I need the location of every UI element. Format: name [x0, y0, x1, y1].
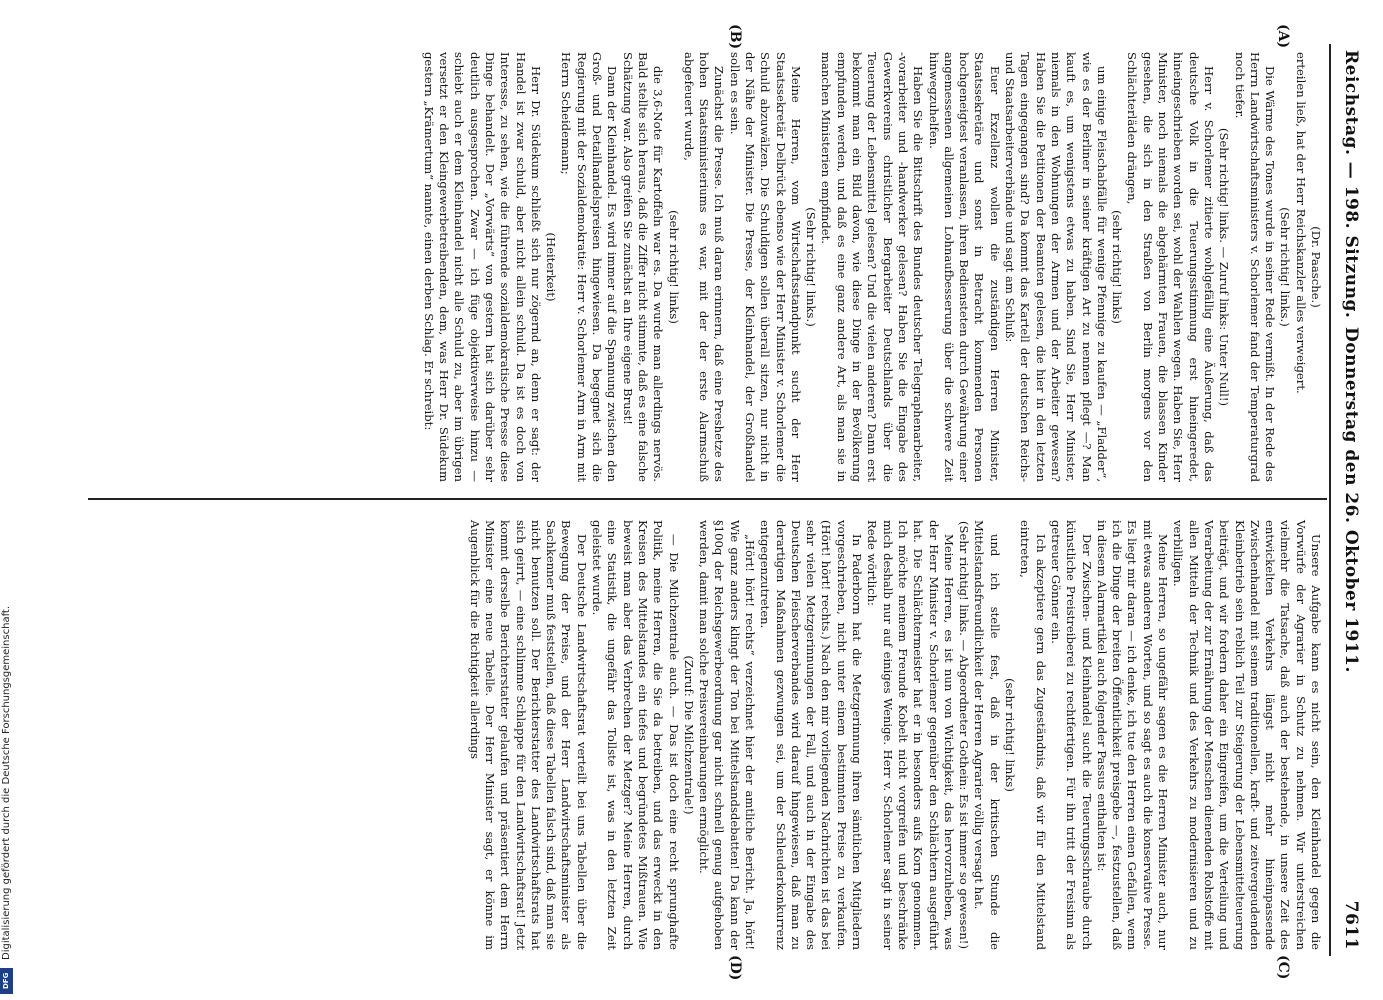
right-column-paragraph: Unsere Aufgabe kann es nicht sein, den Kleinhandel gegen die Vorwürfe der Agrarier in Schutz zu nehmen. Wir unterstreichen vielmehr die Tatsache, daß auch der bestehende, in unsere Zeit des entwickelten Verkehrs längst nicht mehr hineinpassende Zwischenhandel mit seinem traditionellen, kraft- und zeitvergeudenden Kleinbetrieb sein reblich Teil zur Steigerung der Lebensmittelteuerung beiträgt, und wir fordern daher ein Eingreifen, um die Verteilung und Verarbeitung der zur Ernährung der Menschen dienenden Rohstoffe mit allen Mitteln der Technik und des Verkehrs zu modernisieren und zu verbilligen. — [1171, 520, 1323, 950]
right-column-paragraph: und ich stelle fest, daß in der kritischen Stunde die Mittelstandsfreundlichkeit der Herren Agrarier völlig versagt hat. — [972, 520, 1002, 950]
left-column-paragraph: (Sehr richtig! links.) — [1278, 207, 1293, 327]
left-column-paragraph: Meine Herren, vom Wirtschaftsstandpunkt sucht der Herr Staatssekretär Delbrück ebenso wie der Herr Minister v. Schorlemer die Schuld abzuwälzen. Die Schuldigen sollen überall sitzen, nur nicht in der Nähe der Minister. Die Presse, der Kleinhandel, der Großhandel sollen es sein. — [727, 52, 803, 482]
right-column-paragraph: — Die Milchzentrale auch. — Das ist doch eine recht sprunghafte Politik, meine Herren, die Sie da betreiben, und das erweckt in den Kreisen des Mittelstandes ein tiefes und begründetes Mißtrauen. Wie beweist man aber das Verbrechen der Metzger? Meine Herren, durch eine Statistik, die ungefähr das Tollste ist, was in den letzten Zeit geleistet wurde. — [590, 520, 681, 950]
left-column-paragraph: Zunächst die Presse. Ich muß daran erinnern, daß eine Preshetze des hohen Staatsministeriums es war, mit der der erste Alarmschuß abgefeuert wurde, — [681, 52, 727, 482]
digitization-credit: Digitalisierung gefördert durch die Deutsche Forschungsgemeinschaft. — [1, 605, 12, 960]
right-column — [466, 520, 1323, 950]
right-column-paragraph: Ich akzeptiere gern das Zugeständnis, daß wir für den Mittelstand eintreten, — [1018, 520, 1048, 950]
right-column-paragraph: (sehr richtig! links) — [1003, 678, 1018, 792]
left-column-paragraph: erteilen ließ, hat der Herr Reichskanzler alles verweigert. — [1293, 52, 1308, 394]
left-column-paragraph: (Sehr richtig! links.) — [804, 207, 819, 327]
margin-marker-c: (C) — [1275, 955, 1291, 980]
right-column-paragraph: (Sehr richtig! links. — Abgeordneter Gothein: Es ist immer so gewesen!) — [957, 521, 972, 949]
page-number: 7611 — [1341, 900, 1361, 950]
left-column-paragraph: Die Wärme des Tones wurde in seiner Rede vermißt. In der Rede des Herrn Landwirtschaftsministers v. Schorlemer fand der Temperaturgrad noch tiefer. — [1232, 52, 1278, 482]
left-column-paragraph: Herr Dr. Südekum schließt sich nur zögernd an, denn er sagt: der Handel ist zwar schuld, aber nicht allein schuld. Da ist es doch von Interesse, zu sehen, wie die führende sozialdemokratische Presse diese Dinge behandelt. Der „Vorwärts“ von gestern hat sich darüber sehr deutlich ausgesprochen. Zwar — ich füge objektiverweise hinzu — schiebt auch er dem Kleinhandel nicht alle Schuld zu, aber im übrigen versetzt er den Kleingewerbetreibenden, dem, was Herr Dr. Südekum gestern „Krämertum“ nannte, einen derben Schlag. Er schreibt: — [421, 52, 543, 482]
left-column-paragraph: um einige Fleischabfälle für wenige Pfennige zu kaufen — „Fladder“, wie es der Berliner in seiner kräftigen Art zu nennen pflegt —? Man kauft es, um wenigstens etwas zu haben. Sind Sie, Herr Minister, niemals in den Wohnungen der Armen und der Arbeiter gewesen? Haben Sie die Petitionen der Beamten gelesen, die hier in den letzten Tagen eingegangen sind? Da kommt das Kartell der deutschen Reichs- und Staatsarbeiterverbände und sagt am Schluß: — [1003, 52, 1109, 482]
left-column-paragraph: (Heiterkeit) — [544, 232, 559, 302]
footer-strip — [0, 0, 14, 1000]
left-column-paragraph: Haben Sie die Bittschrift des Bundes deutscher Telegraphenarbeiter, ‑vorarbeiter und ‑handwerker gelesen? Haben Sie die Eingabe des Gewerkvereins christlicher Bergarbeiter Deutschlands über die Teuerung der Lebensmittel gelesen? Und die vielen anderen? Dann erst bekommt man ein Bild davon, wie diese Dinge in der Bevölkerung empfunden werden, und daß es eine ganz andere Art, als man sie in manchen Ministerien empfindet. — [819, 52, 926, 482]
column-divider — [88, 498, 1327, 500]
left-column-paragraph: (Sehr richtig! links. — Zuruf links: Unter Null!) — [1217, 127, 1232, 407]
right-column-paragraph: Meine Herren, so ungefähr sagen es die Herren Minister auch, nur mit etwas anderen Worten, und so sagt es auch die konservative Presse. Es liegt mir daran — ich denke, ich tue den Herren einen Gefallen, wenn ich die Dinge der breiten Öffentlichkeit preisgebe —, festzustellen, daß in diesem Alarmartikel auch folgender Passus enthalten ist: — [1094, 520, 1171, 950]
left-column-paragraph: (Dr. Paasche.) — [1309, 226, 1323, 308]
dfg-logo: DFG — [0, 968, 13, 994]
header-date: Donnerstag den 26. Oktober 1911. — [1341, 327, 1361, 673]
left-column-paragraph: die 3,6-Note für Kartoffeln war es. Da wurde man allerdings nervös. Bald stellte sich heraus, daß die Ziffer nicht stimmte, daß es eine falsche Schätzung war. Also greifen Sie zunächst an Ihre eigene Brust! — [620, 52, 666, 482]
margin-marker-b: (B) — [727, 24, 743, 50]
right-column-paragraph: Meine Herren, es ist nun von Wichtigkeit, das hervorzuheben, was der Herr Minister v. Schorlemer gegenüber den Schlächtern ausgeführt hat. Die Schlächtermeister hat er in besonders aufs Korn genommen. Ich möchte meinem Freunde Kobelt nicht vorgreifen und beschränke mich deshalb nur auf einiges Wenige. Herr v. Schorlemer sagt in seiner Rede wörtlich: — [865, 520, 956, 950]
right-column-paragraph: Der Zwischen- und Kleinhandel sucht die Teuerungsschraube durch künstliche Preistreiberei zu rechtfertigen. Für ihn tritt der Freisinn als getreuer Gönner ein. — [1048, 520, 1094, 950]
header-session: Reichstag. — 198. Sitzung. — [1341, 50, 1361, 319]
left-column — [420, 52, 1323, 482]
left-column-paragraph: (sehr richtig! links) — [666, 210, 681, 324]
left-column-paragraph: (sehr richtig! links) — [1110, 210, 1125, 324]
header-rule — [1329, 44, 1331, 956]
right-column-paragraph: „Hört! hört! rechts“ verzeichnet hier der amtliche Bericht. Ja, hört! Wie ganz anders klingt der Ton bei Mittelstandsdebatten! Da kann der §100q der Reichsgewerbeordnung gar nicht schnell genug aufgehoben werden, damit man solche Preisvereinbarungen ermöglicht. — [697, 520, 758, 950]
page-header — [1335, 50, 1361, 950]
margin-marker-d: (D) — [727, 955, 743, 981]
right-column-paragraph: In Paderborn hat die Metzgerinnung ihren sämtlichen Mitgliedern vorgeschrieben, nicht unter einem bestimmten Preise zu verkaufen. (Hört! hört! rechts.) Nach den mir vorliegenden Nachrichten ist das bei sehr vielen Metzgerinnungen der Fall, und auch in der Eingabe des Deutschen Fleischerverbandes wird darauf hingewiesen, daß man zu derartigen Maßnahmen gezwungen sei, um der Schleuderkonkurrenz entgegenzutreten. — [758, 520, 865, 950]
right-column-paragraph: (Zuruf: Die Milchzentrale!) — [681, 655, 696, 815]
margin-marker-a: (A) — [1275, 24, 1291, 49]
left-column-paragraph: Dann der Kleinhandel. Es wird immer auf die Spannung zwischen den Groß- und Detailhandelspreisen hingewiesen. Da begegnet sich die Regierung mit der Sozialdemokratie: Herr v. Schorlemer Arm in Arm mit Herrn Scheidemann; — [559, 52, 620, 482]
left-column-paragraph: Herr v. Schorlemer zitierte wohlgefällig eine Äußerung, daß das deutsche Volk in die Teuerungsstimmung erst hineingeredet, hineingeschrieben worden sei, wohl der Wahlen wegen. Haben Sie, Herr Minister, noch niemals die abgehärmten Frauen, die blassen Kinder gesehen, die sich in den Straßen von Berlin morgens vor den Schlächterläden drängen, — [1125, 52, 1216, 482]
left-column-paragraph: Euer Exzellenz wollen die zuständigen Herren Minister, Staatssekretäre und sonst in Betracht kommenden Personen hochgeneigtest veranlassen, ihren Bediensteten durch Gewährung einer angemessenen allgemeinen Lohnaufbesserung über die schwere Zeit hinwegzuhelfen. — [926, 52, 1002, 482]
right-column-paragraph: Der Deutsche Landwirtschaftsrat verteilt bei uns Tabellen über die Bewegung der Preise, und der Herr Landwirtschaftsminister als Sachkenner muß feststellen, daß diese Tabellen falsch sind, daß man sie nicht benutzen soll. Der Berichterstatter des Landwirtschaftsrats hat sich geirrt, — eine schlimme Schlappe für den Landwirtschaftsrat! Jetzt kommt derselbe Berichterstatter gelaufen und präsentiert dem Herrn Minister eine neue Tabelle. Der Herr Minister sagt, er könne im Augenblick für die Richtigkeit allerdings — [467, 520, 589, 950]
